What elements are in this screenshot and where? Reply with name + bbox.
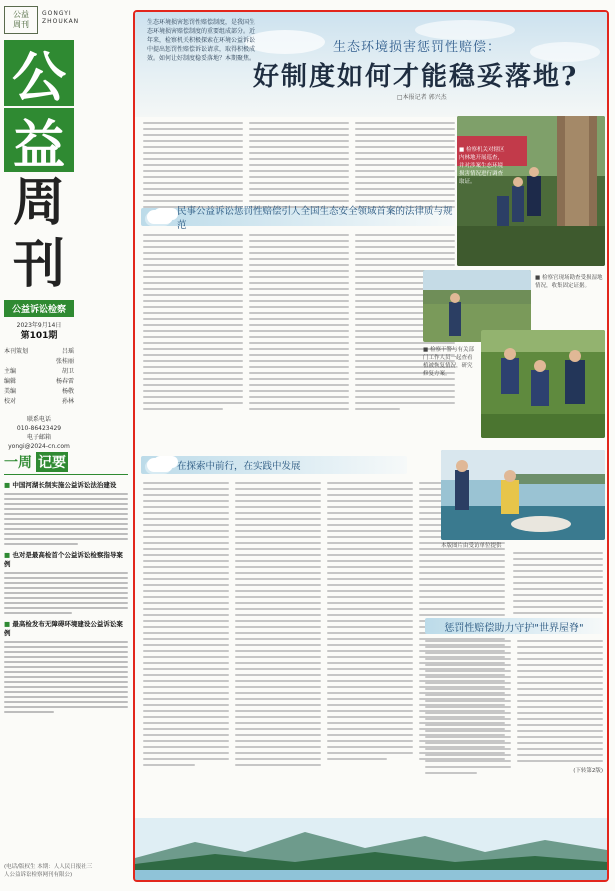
staff-name: 胡卫 xyxy=(61,368,74,375)
cloud-icon xyxy=(147,458,173,472)
lake-landscape-image xyxy=(135,818,607,880)
footer-line-1: (电话/版权生 本期：人人民日报社三 xyxy=(4,864,93,870)
staff-row xyxy=(4,367,74,377)
text-column xyxy=(327,482,413,764)
pinyin-line-2: ZHOUKAN xyxy=(42,18,80,25)
staff-role: 本刊策划 xyxy=(4,348,29,355)
masthead-char-yi: 益 xyxy=(4,108,74,172)
issue-number: 第101期 xyxy=(20,331,58,341)
photo-caption-1: ■ 检察机关对辖区内林地开展巡查，并对涉案生态环境损害情况进行调查取证。 xyxy=(459,147,505,185)
photo-caption-2: ■ 检察官现场勘查受损湿地情况，收集固定证据。 xyxy=(535,275,603,289)
seal-line-2: 周刊 xyxy=(13,20,29,29)
staff-role: 美编 xyxy=(4,388,17,395)
section-name-badge: 公益诉讼检察 xyxy=(4,300,74,317)
section-heading-3 xyxy=(425,618,603,634)
photo-waterside-inspection-image xyxy=(441,450,605,540)
staff-list xyxy=(4,347,74,407)
contact-label-email: 电子邮箱 xyxy=(26,434,51,441)
hero-intro: 生态环境损害惩罚性赔偿制度，是我国生态环境损害赔偿制度的重要组成部分。近年来，检察机关积极探索在环境公益诉讼中提出惩罚性赔偿诉讼请求，取得积极成效。如何让好制度稳妥落地？本期聚焦。 xyxy=(147,19,256,62)
contact-email: yongi@2024-cn.com xyxy=(8,443,70,450)
masthead-top xyxy=(4,6,130,34)
text-column xyxy=(143,482,229,770)
article-title: 好制度如何才能稳妥落地? xyxy=(253,62,579,92)
footer-line-2: 人公益诉讼检察网刊有限公) xyxy=(4,872,73,878)
staff-name: 张桂丽 xyxy=(55,358,74,365)
footer-note xyxy=(4,863,128,879)
section-heading-2-text: 在探索中前行，在实践中发展 xyxy=(177,461,301,472)
text-column xyxy=(425,640,511,778)
contact-phone: 010-86423429 xyxy=(16,425,62,432)
staff-name: 吕瑶 xyxy=(61,348,74,355)
staff-name: 孙林 xyxy=(61,398,74,405)
weekly-item-heading: ■ 中国河湖长制实施公益诉讼法治建设 xyxy=(4,481,128,490)
issue-date: 2023年9月14日 xyxy=(16,322,62,329)
body-text-lines xyxy=(4,493,128,545)
weekly-title-b: 记要 xyxy=(36,452,68,472)
masthead-char-kan: 刊 xyxy=(12,234,65,295)
masthead-char-zhou: 周 xyxy=(12,172,65,233)
staff-row xyxy=(4,397,74,407)
body-text-lines xyxy=(4,572,128,614)
weekly-item xyxy=(4,620,128,713)
masthead xyxy=(4,6,130,886)
text-column xyxy=(513,552,603,618)
article-byline: □本报记者 郭兴杰 xyxy=(397,94,447,101)
weekly-notes xyxy=(4,452,128,716)
section-heading-2 xyxy=(141,456,407,474)
masthead-seal-logo xyxy=(4,6,38,34)
weekly-notes-title xyxy=(4,452,128,475)
staff-row xyxy=(4,387,74,397)
continued-note: (下转第2版) xyxy=(573,768,603,774)
contact-label-phone: 联系电话 xyxy=(26,416,51,423)
photo-forest-inspection xyxy=(457,116,605,266)
photo-caption-3: ■ 检察干警与有关部门工作人员一起查看植被恢复情况，研究修复方案。 xyxy=(423,347,474,377)
weekly-item-heading: ■ 也对是最高检首个公益诉讼检察指导案例 xyxy=(4,551,128,569)
weekly-item-heading: ■ 最高检发布无障碍环境建设公益诉讼案例 xyxy=(4,620,128,638)
contact-info xyxy=(4,415,74,451)
masthead-char-gong: 公 xyxy=(4,40,74,106)
text-column xyxy=(517,640,603,774)
text-column xyxy=(235,482,321,770)
photo-vegetation-check xyxy=(481,330,605,438)
photo-vegetation-check-image xyxy=(481,330,605,438)
photo-forest-inspection-image xyxy=(457,116,605,266)
staff-row xyxy=(4,357,74,367)
weekly-title-a: 一周 xyxy=(4,455,32,471)
staff-row xyxy=(4,377,74,387)
photo-credit: 本版图片由受访单位提供 xyxy=(441,543,502,549)
issue-info xyxy=(4,321,74,341)
staff-role: 校对 xyxy=(4,398,17,405)
section-heading-1-text: 民事公益诉讼惩罚性赔偿引人全国生态安全领域首案的法律质与规范 xyxy=(177,206,453,231)
masthead-pinyin xyxy=(42,10,79,26)
staff-role: 主编 xyxy=(4,368,17,375)
staff-name: 杨春雷 xyxy=(55,378,74,385)
lake-landscape-illustration xyxy=(135,818,607,880)
photo-waterside-inspection xyxy=(441,450,605,540)
weekly-item xyxy=(4,551,128,614)
body-text-lines xyxy=(4,641,128,713)
seal-line-1: 公益 xyxy=(13,10,29,19)
section-heading-3-text: 惩罚性赔偿助力守护"世界屋脊" xyxy=(444,622,584,634)
feature-article xyxy=(133,10,609,882)
text-column xyxy=(249,234,349,414)
hero-banner xyxy=(135,12,607,117)
text-column xyxy=(143,234,243,414)
weekly-item xyxy=(4,481,128,545)
staff-name: 杨敬 xyxy=(61,388,74,395)
cloud-icon xyxy=(147,210,173,224)
pinyin-line-1: GONGYI xyxy=(42,10,72,17)
section-heading-1 xyxy=(141,206,455,231)
article-subtitle: 生态环境损害惩罚性赔偿： xyxy=(333,40,502,55)
staff-role: 编辑 xyxy=(4,378,17,385)
staff-row xyxy=(4,347,74,357)
